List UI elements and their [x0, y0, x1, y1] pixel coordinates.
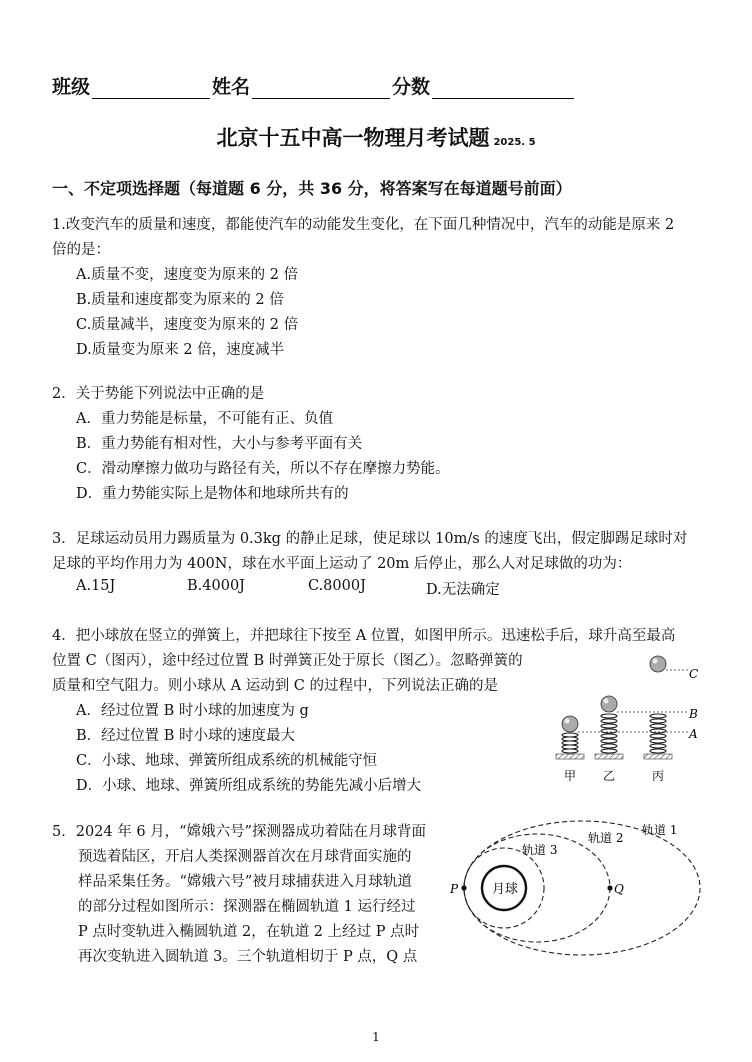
ground-plate-yi	[595, 754, 623, 759]
q5-line6: 再次变轨进入圆轨道 3。三个轨道相切于 P 点，Q 点	[78, 949, 418, 965]
q3-stem-line1: 3．足球运动员用力踢质量为 0.3kg 的静止足球，使足球以 10m/s 的速度飞出，假定脚踢足球时对	[52, 531, 688, 547]
caption-yi: 乙	[603, 769, 616, 783]
spring-jia	[562, 733, 578, 753]
orbit-1-label: 轨道 1	[642, 823, 678, 837]
label-p: P	[450, 882, 459, 896]
ball-yi	[601, 696, 617, 712]
q1-option-c: C.质量减半，速度变为原来的 2 倍	[76, 317, 299, 333]
name-label: 姓名	[212, 76, 251, 98]
ground-plate-jia	[556, 754, 584, 759]
q2-option-d: D．重力势能实际上是物体和地球所共有的	[76, 486, 349, 502]
q3-option-b: B.4000J	[187, 578, 245, 594]
q5-line4: 的部分过程如图所示：探测器在椭圆轨道 1 运行经过	[78, 899, 416, 915]
ball-jia-highlight	[565, 719, 570, 724]
spring-yi	[601, 714, 617, 753]
q5-line1: 5．2024 年 6 月，“嫦娥六号”探测器成功着陆在月球背面	[52, 824, 427, 840]
q4-option-b: B．经过位置 B 时小球的速度最大	[76, 728, 296, 744]
student-info-line	[52, 72, 576, 99]
exam-title-text: 北京十五中高一物理月考试题	[216, 126, 490, 150]
score-label: 分数	[392, 76, 431, 98]
name-blank[interactable]	[252, 80, 390, 99]
caption-bing: 丙	[652, 769, 665, 783]
point-p	[461, 885, 466, 890]
q3-option-c: C.8000J	[308, 578, 366, 594]
label-b: B	[689, 707, 698, 721]
ball-jia	[562, 716, 578, 732]
q4-option-c: C．小球、地球、弹簧所组成系统的机械能守恒	[76, 753, 378, 769]
q5-line5: P 点时变轨进入椭圆轨道 2，在轨道 2 上经过 P 点时	[78, 924, 420, 940]
class-blank[interactable]	[92, 80, 210, 99]
q3-stem-line2: 足球的平均作用力为 400N，球在水平面上运动了 20m 后停止，那么人对足球做的功为：	[52, 556, 632, 572]
q3-option-d: D.无法确定	[426, 582, 500, 598]
ground-plate-bing	[644, 754, 672, 759]
q5-line2: 预选着陆区，开启人类探测器首次在月球背面实施的	[78, 849, 412, 865]
q2-option-a: A．重力势能是标量，不可能有正、负值	[76, 411, 333, 427]
spring-figure	[548, 650, 708, 790]
moon-label: 月球	[492, 882, 519, 897]
exam-title	[0, 122, 752, 152]
orbit-figure	[444, 818, 716, 963]
q5-line3: 样品采集任务。“嫦娥六号”被月球捕获进入月球轨道	[78, 874, 412, 890]
q4-stem-line3: 质量和空气阻力。则小球从 A 运动到 C 的过程中，下列说法正确的是	[52, 678, 498, 694]
score-blank[interactable]	[432, 80, 574, 99]
q1-stem-line2: 倍的是：	[52, 242, 110, 258]
q1-stem-line1: 1.改变汽车的质量和速度，都能使汽车的动能发生变化，在下面几种情况中，汽车的动能是原来 2	[52, 217, 675, 233]
q3-option-a: A.15J	[76, 578, 116, 594]
caption-jia: 甲	[564, 769, 577, 783]
q4-option-a: A．经过位置 B 时小球的加速度为 g	[76, 703, 309, 719]
q4-stem-line2: 位置 C（图丙），途中经过位置 B 时弹簧正处于原长（图乙）。忽略弹簧的	[52, 653, 523, 669]
q2-option-c: C．滑动摩擦力做功与路径有关，所以不存在摩擦力势能。	[76, 461, 450, 477]
q4-option-d: D．小球、地球、弹簧所组成系统的势能先减小后增大	[76, 778, 422, 794]
q2-option-b: B．重力势能有相对性，大小与参考平面有关	[76, 436, 363, 452]
q1-option-d: D.质量变为原来 2 倍，速度减半	[76, 342, 285, 358]
label-q: Q	[614, 882, 624, 896]
ball-yi-highlight	[604, 699, 609, 704]
section-heading: 一、不定项选择题（每道题 6 分，共 36 分，将答案写在每道题号前面）	[52, 179, 572, 198]
orbit-2-label: 轨道 2	[588, 831, 624, 845]
ball-bing	[650, 656, 666, 672]
point-q	[607, 885, 612, 890]
class-label: 班级	[52, 76, 91, 98]
ball-bing-highlight	[653, 659, 658, 664]
q1-option-b: B.质量和速度都变为原来的 2 倍	[76, 292, 284, 308]
spring-bing	[650, 714, 666, 753]
label-c: C	[689, 667, 699, 681]
orbit-3-label: 轨道 3	[522, 843, 558, 857]
page-number: 1	[372, 1030, 380, 1044]
q2-stem: 2．关于势能下列说法中正确的是	[52, 386, 265, 402]
label-a: A	[689, 727, 698, 741]
exam-date: 2025. 5	[493, 137, 536, 148]
q1-option-a: A.质量不变，速度变为原来的 2 倍	[76, 267, 299, 283]
q4-stem-line1: 4．把小球放在竖立的弹簧上，并把球往下按至 A 位置，如图甲所示。迅速松手后，球升高至最高	[52, 628, 676, 644]
